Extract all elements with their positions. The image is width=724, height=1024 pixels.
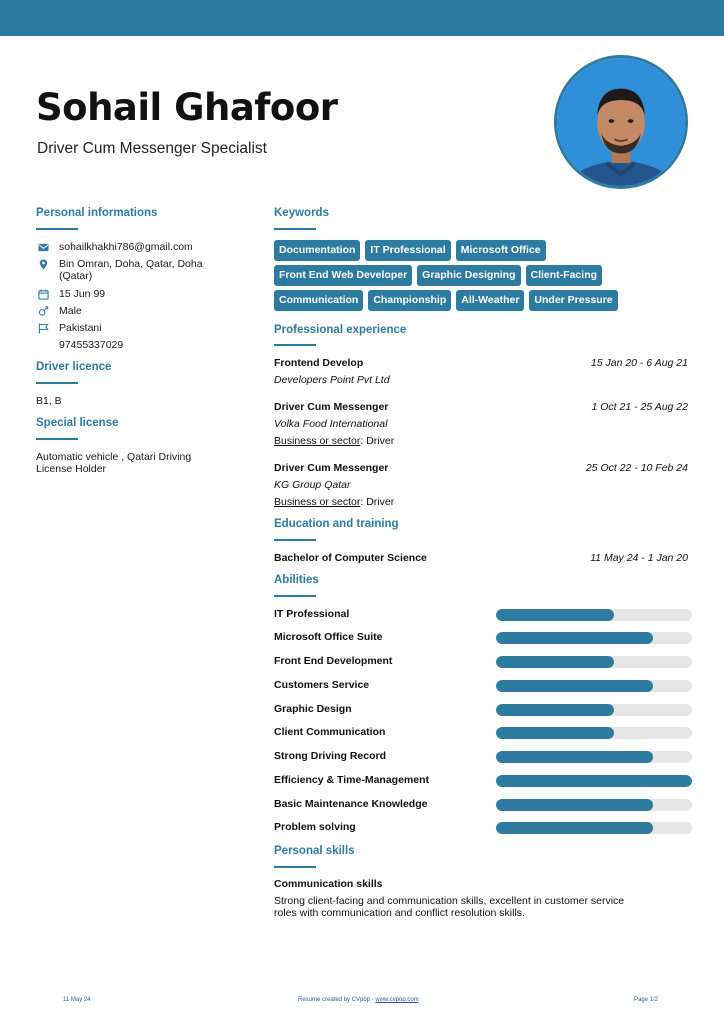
abilities-rule [274,595,316,597]
experience-entry-header [274,401,688,413]
keyword-tag: Microsoft Office [456,240,546,261]
gender-icon [36,305,50,317]
driver-licence-value: B1, B [36,395,62,407]
gender-text: Male [59,305,82,317]
ability-name: Microsoft Office Suite [274,631,383,643]
keyword-tag: Graphic Designing [417,265,520,286]
footer-credit-link[interactable]: www.cvpop.com [375,997,419,1003]
email-row [36,241,236,253]
keyword-tag: Under Pressure [529,290,617,311]
ability-row [274,655,694,669]
flag-icon [36,322,50,334]
address-row [36,258,236,282]
ability-row [274,608,694,622]
keyword-tag: Communication [274,290,363,311]
footer-credit [298,997,419,1003]
experience-company: Volka Food International [274,418,388,430]
profile-photo [554,55,688,189]
experience-company: Developers Point Pvt Ltd [274,374,390,386]
experience-company: KG Group Qatar [274,479,351,491]
footer-page-number: Page 1/2 [634,997,659,1003]
footer-date: 11 May 24 [63,997,91,1003]
ability-name: Strong Driving Record [274,750,387,762]
special-license-line-1: Automatic vehicle , Qatari Driving [36,451,192,463]
candidate-title: Driver Cum Messenger Specialist [37,140,267,157]
email-text: sohailkhakhi786@gmail.com [59,241,193,253]
ability-bar [496,704,692,716]
sector-label: Business or sector [274,496,361,508]
ability-name: Customers Service [274,679,370,691]
education-heading: Education and training [274,518,399,530]
ability-bar-fill [496,632,653,644]
ability-row [274,821,694,835]
ability-bar-fill [496,727,614,739]
calendar-icon [36,288,50,300]
experience-role: Driver Cum Messenger [274,462,389,474]
ability-bar [496,656,692,668]
footer-credit-text: Resume created by CVpop - [298,997,376,1003]
education-entry-header [274,552,688,564]
ability-bar [496,822,692,834]
experience-entry [274,401,688,447]
special-license-rule [36,438,78,440]
skill-description-line-2: roles with communication and conflict resolution skills. [274,907,525,919]
ability-bar-fill [496,704,614,716]
keyword-tag: Front End Web Developer [274,265,412,286]
experience-sector: Business or sector: Driver [274,496,395,508]
birthdate-row [36,288,236,300]
experience-entry-header [274,357,688,369]
ability-bar [496,799,692,811]
special-license-heading: Special license [36,417,119,429]
special-license-value [36,451,236,475]
keyword-tag: Documentation [274,240,360,261]
keyword-tag: Championship [368,290,451,311]
ability-bar [496,727,692,739]
experience-dates: 25 Oct 22 - 10 Feb 24 [585,462,688,474]
experience-entry-header [274,462,688,474]
ability-bar-fill [496,609,614,621]
keywords-list [274,240,694,315]
envelope-icon [36,241,50,253]
phone-row [36,339,236,351]
personal-info-heading: Personal informations [36,207,158,219]
skill-description [274,895,694,919]
ability-bar-fill [496,775,692,787]
keyword-tag: Client-Facing [526,265,603,286]
keywords-row [274,240,694,261]
experience-entry [274,357,688,386]
ability-name: Graphic Design [274,703,352,715]
experience-role: Frontend Develop [274,357,364,369]
ability-name: Basic Maintenance Knowledge [274,798,428,810]
ability-name: Efficiency & Time-Management [274,774,430,786]
ability-bar-fill [496,822,653,834]
ability-name: IT Professional [274,608,350,620]
nationality-row [36,322,236,334]
ability-bar [496,775,692,787]
gender-row [36,305,236,317]
keywords-row [274,265,694,286]
ability-bar [496,680,692,692]
education-degree: Bachelor of Computer Science [274,552,427,564]
ability-bar [496,609,692,621]
address-line-1: Bin Omran, Doha, Qatar, Doha [59,258,203,270]
education-entry [274,552,688,564]
ability-row [274,679,694,693]
special-license-line-2: License Holder [36,463,107,475]
keywords-row [274,290,694,311]
top-accent-bar [0,0,724,36]
skill-description-line-1: Strong client-facing and communication skills, excellent in customer service [274,895,625,907]
ability-bar [496,632,692,644]
experience-heading: Professional experience [274,324,407,336]
keyword-tag: All-Weather [456,290,524,311]
sector-value: Driver [366,435,395,447]
experience-sector: Business or sector: Driver [274,435,395,447]
profile-photo-illustration [557,58,685,186]
driver-licence-rule [36,382,78,384]
location-pin-icon [36,258,50,270]
personal-skills-rule [274,866,316,868]
ability-name: Problem solving [274,821,356,833]
experience-dates: 15 Jan 20 - 6 Aug 21 [590,357,688,369]
ability-bar-fill [496,680,653,692]
ability-row [274,631,694,645]
experience-entry [274,462,688,508]
personal-skills-heading: Personal skills [274,845,355,857]
phone-icon-placeholder [36,339,50,351]
ability-row [274,798,694,812]
experience-dates: 1 Oct 21 - 25 Aug 22 [591,401,688,413]
phone-text: 97455337029 [59,339,124,351]
ability-row [274,726,694,740]
ability-row [274,750,694,764]
address-line-2: (Qatar) [59,270,93,282]
experience-role: Driver Cum Messenger [274,401,389,413]
experience-rule [274,344,316,346]
address-text [59,258,203,282]
keyword-tag: IT Professional [365,240,450,261]
abilities-heading: Abilities [274,574,319,586]
ability-row [274,703,694,717]
ability-name: Client Communication [274,726,386,738]
education-dates: 11 May 24 - 1 Jan 20 [590,552,688,564]
ability-bar-fill [496,656,614,668]
ability-row [274,774,694,788]
personal-info-rule [36,228,78,230]
birthdate-text: 15 Jun 99 [59,288,106,300]
ability-name: Front End Development [274,655,393,667]
keywords-rule [274,228,316,230]
nationality-text: Pakistani [59,322,102,334]
candidate-name: Sohail Ghafoor [36,86,338,129]
education-rule [274,539,316,541]
skill-name: Communication skills [274,878,383,890]
ability-bar-fill [496,799,653,811]
ability-bar-fill [496,751,653,763]
driver-licence-heading: Driver licence [36,361,112,373]
sector-value: Driver [366,496,395,508]
keywords-heading: Keywords [274,207,329,219]
ability-bar [496,751,692,763]
sector-label: Business or sector [274,435,361,447]
